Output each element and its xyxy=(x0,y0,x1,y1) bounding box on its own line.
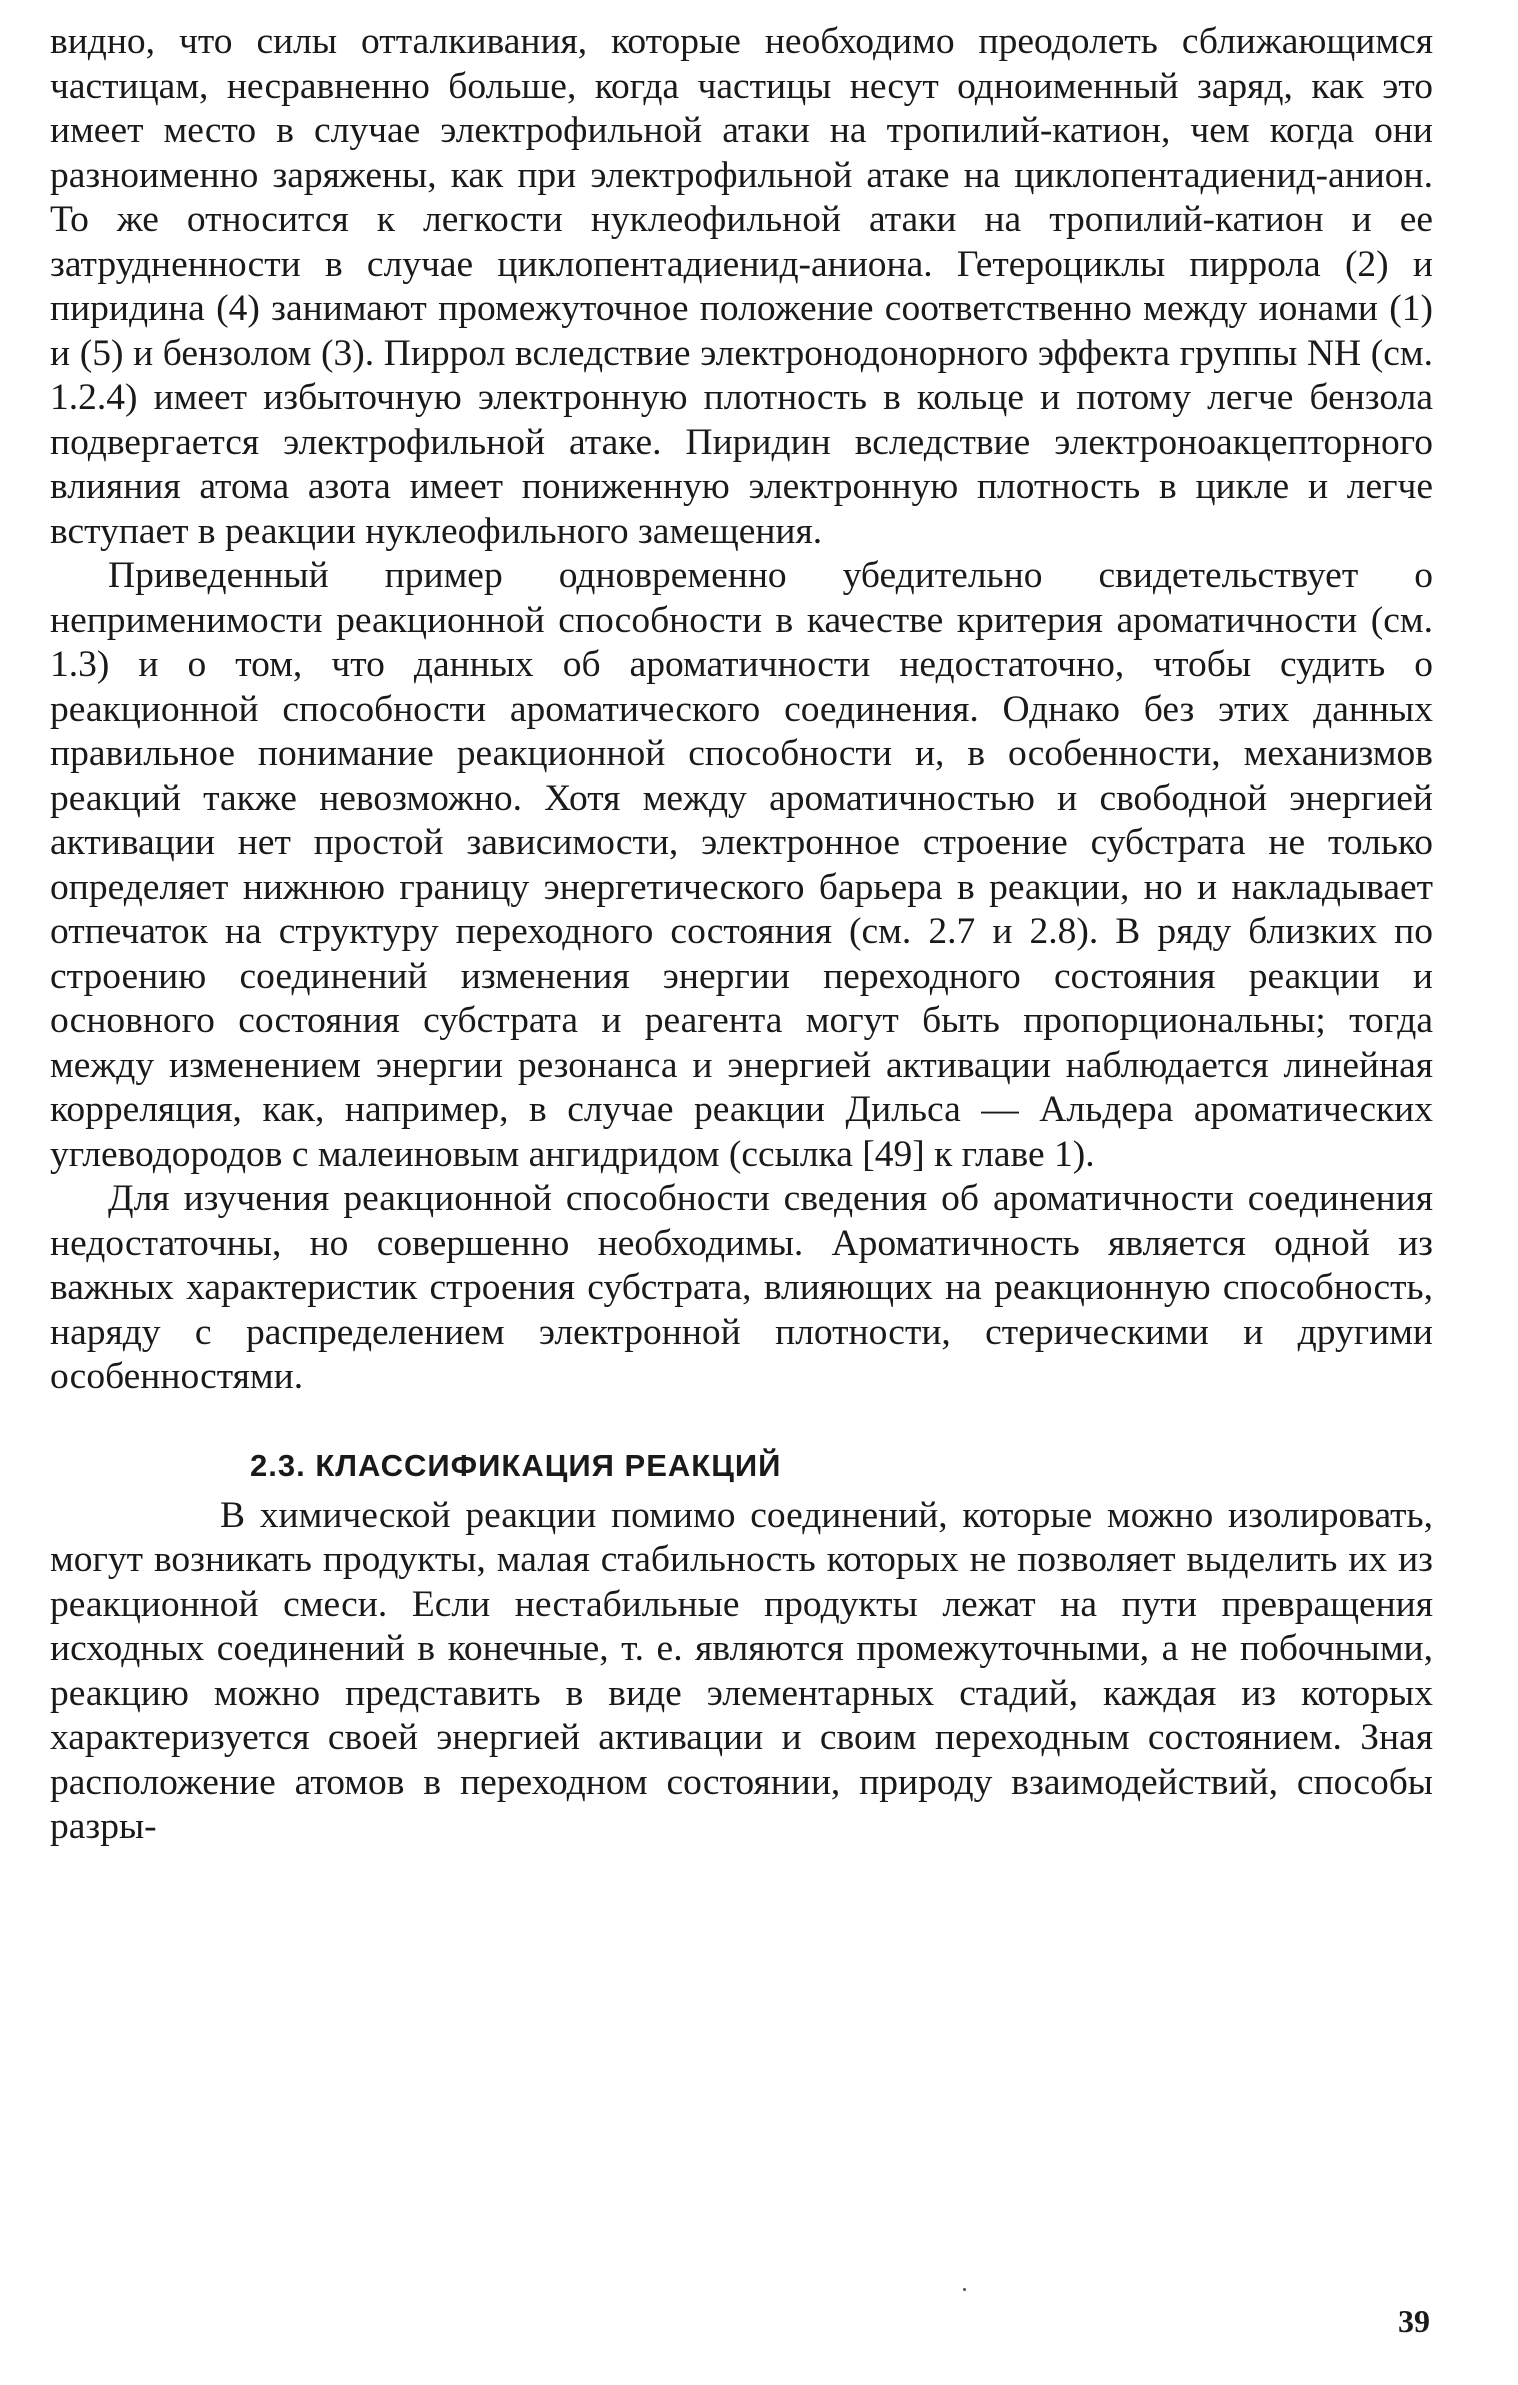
section-paragraph: В химической реакции помимо соединений, которые можно изолировать, могут возникать продукты, малая стабильность которых не позволяет выделить их из реакционной смеси. Если нестабильные продукты лежат на пути превращения исходных соединений в конечные, т. е. являются промежуточными, а не побочными, реакцию можно представить в виде элементарных стадий, каждая из которых характеризуется своей энергией активации и своим переходным состоянием. Зная расположение атомов в переходном состоянии, природу взаимодействий, способы разры- xyxy=(50,1494,1433,1847)
page-body xyxy=(50,20,1433,1850)
paragraph-3: Для изучения реакционной способности сведения об ароматичности соединения недостаточны, но совершенно необходимы. Ароматичность является одной из важных характеристик строения субстрата, влияющих на реакционную способность, наряду с распределением электронной плотности, стерическими и другими особенностями. xyxy=(50,1178,1433,1397)
paragraph-1: видно, что силы отталкивания, которые необходимо преодолеть сближающимся частицам, несравненно больше, когда частицы несут одноименный заряд, как это имеет место в случае электрофильной атаки на тропилий-катион, чем когда они разноименно заряжены, как при электрофильной атаке на циклопентадиенид-анион. То же относится к легкости нуклеофильной атаки на тропилий-катион и ее затрудненности в случае циклопентадиенид-аниона. Гетероциклы пиррола (2) и пиридина (4) занимают промежуточное положение соответственно между ионами (1) и (5) и бензолом (3). Пиррол вследствие электронодонорного эффекта группы NH (см. 1.2.4) имеет избыточную электронную плотность в кольце и потому легче бензола подвергается электрофильной атаке. Пиридин вследствие электроноакцепторного влияния атома азота имеет пониженную электронную плотность в цикле и легче вступает в реакции нуклеофильного замещения. xyxy=(50,21,1433,552)
print-speck xyxy=(963,2288,966,2291)
page-number: 39 xyxy=(1398,2303,1430,2339)
section-heading: 2.3. КЛАССИФИКАЦИЯ РЕАКЦИЙ xyxy=(250,1447,782,1483)
paragraph-2: Приведенный пример одновременно убедительно свидетельствует о неприменимости реакционной способности в качестве критерия ароматичности (см. 1.3) и о том, что данных об ароматичности недостаточно, чтобы судить о реакционной способности ароматического соединения. Однако без этих данных правильное понимание реакционной способности и, в особенности, механизмов реакций также невозможно. Хотя между ароматичностью и свободной энергией активации нет простой зависимости, электронное строение субстрата не только определяет нижнюю границу энергетического барьера в реакции, но и накладывает отпечаток на структуру переходного состояния (см. 2.7 и 2.8). В ряду близких по строению соединений изменения энергии переходного состояния реакции и основного состояния субстрата и реагента могут быть пропорциональны; тогда между изменением энергии резонанса и энергией активации наблюдается линейная корреляция, как, например, в случае реакции Дильса — Альдера ароматических углеводородов с малеиновым ангидридом (ссылка [49] к главе 1). xyxy=(50,555,1433,1175)
